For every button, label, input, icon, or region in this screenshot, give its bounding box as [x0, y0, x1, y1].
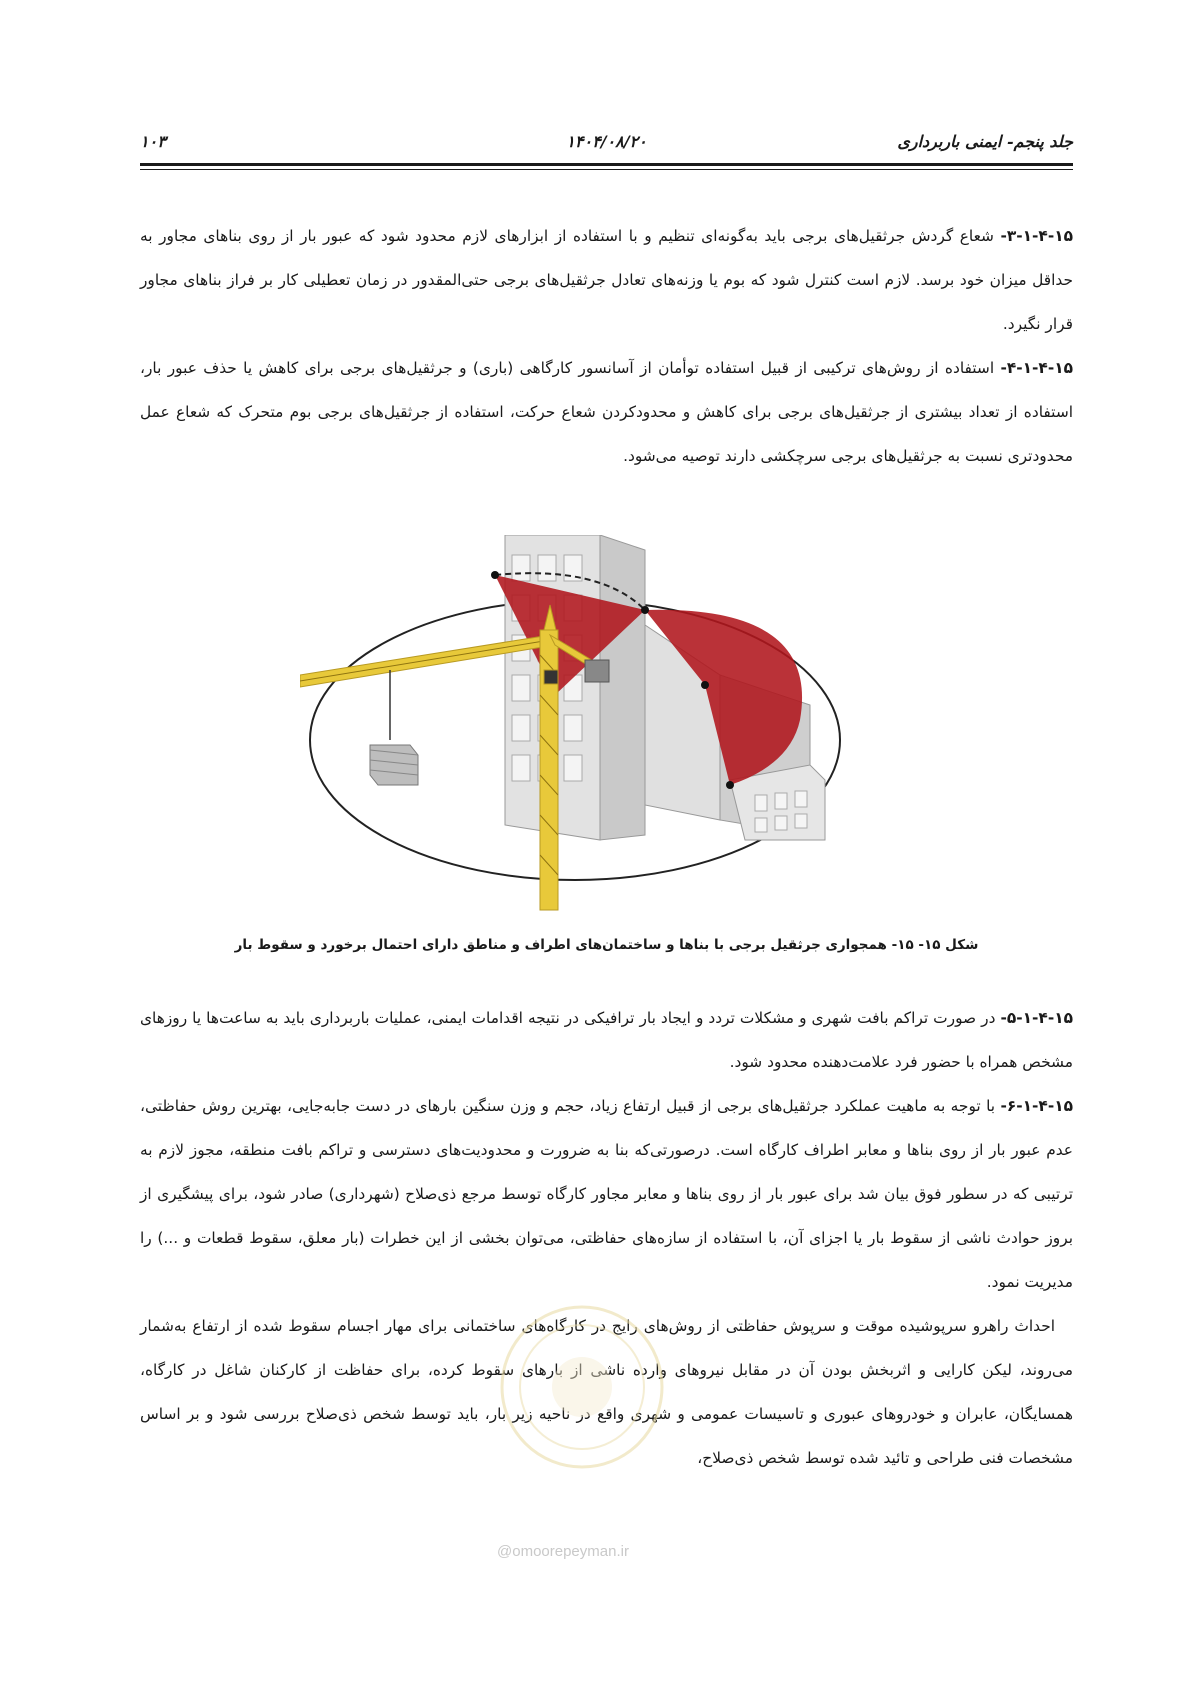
page-number: ۱۰۳: [140, 132, 166, 151]
paragraph-5: [140, 996, 1073, 1084]
paragraph-number: ۴-۱-۴-۱۵-: [1000, 359, 1073, 377]
paragraph-number: ۶-۱-۴-۱۵-: [1000, 1097, 1073, 1115]
paragraph-4: [140, 346, 1073, 478]
paragraph-text: احداث راهرو سرپوشیده موقت و سرپوش حفاظتی از روش‌های رایج در کارگاه‌های ساختمانی برای مهار اجسام سقوط شده از ارتفاع به‌شمار می‌روند، لیکن کارایی و اثربخش بودن آن در مقابل نیروهای وارده ناشی از بارهای سقوط کرده، برای حفاظت از کارکنان شاغل در کارگاه، همسایگان، عابران و خودروهای عبوری و تاسیسات عمومی و شهری واقع در ناحیه زیر بار، باید توسط شخص ذی‌صلاح بررسی شود و بر اساس مشخصات فنی طراحی و تائید شده توسط شخص ذی‌صلاح،: [140, 1317, 1073, 1467]
paragraph-text: استفاده از روش‌های ترکیبی از قبیل استفاده توأمان از آسانسور کارگاهی (باری) و جرثقیل‌های برجی برای کاهش یا حذف عبور بار، استفاده از تعداد بیشتری از جرثقیل‌های برجی برای کاهش و محدودکردن شعاع حرکت، استفاده از جرثقیل‌های برجی بوم متحرک که شعاع عمل محدودتری نسبت به جرثقیل‌های برجی سرچکشی دارند توصیه می‌شود.: [140, 359, 1073, 465]
crane-figure: [300, 535, 880, 915]
paragraph-text: در صورت تراکم بافت شهری و مشکلات تردد و ایجاد بار ترافیکی در نتیجه اقدامات ایمنی، عملیات باربرداری باید به ساعت‌ها یا روزهای مشخص همراه با حضور فرد علامت‌دهنده محدود شود.: [140, 1009, 1073, 1071]
paragraph-text: با توجه به ماهیت عملکرد جرثقیل‌های برجی از قبیل ارتفاع زیاد، حجم و وزن سنگین بارهای در دست جابه‌جایی، بهترین روش حفاظتی، عدم عبور بار از روی بناها و معابر اطراف کارگاه است. درصورتی‌که بنا به ضرورت و محدودیت‌های دسترسی و تراکم بافت منطقه، مجوز لازم به ترتیبی که در سطور فوق بیان شد برای عبور بار از روی بناها و معابر مجاور کارگاه توسط مرجع ذی‌صلاح (شهرداری) صادر شود، برای پیشگیری از بروز حوادث ناشی از سقوط بار یا اجزای آن، با استفاده از سازه‌های حفاظتی، می‌توان بخشی از این خطرات (بار معلق، سقوط قطعات و ...) را مدیریت نمود.: [140, 1097, 1073, 1291]
seal-watermark: [495, 1300, 670, 1475]
paragraph-text: شعاع گردش جرثقیل‌های برجی باید به‌گونه‌ای تنظیم و با استفاده از ابزارهای لازم محدود شود که عبور بار از روی بناهای مجاور به حداقل میزان خود برسد. لازم است کنترل شود که بوم یا وزنه‌های تعادل جرثقیل‌های برجی حتی‌المقدور در زمان تعطیلی کار بر فراز بناهای مجاور قرار نگیرد.: [140, 227, 1073, 333]
page-header: [140, 128, 1073, 158]
tall-building: [505, 535, 645, 840]
paragraph-number: ۵-۱-۴-۱۵-: [1000, 1009, 1073, 1027]
site-watermark: @omoorepeyman.ir: [497, 1543, 629, 1560]
header-rule-thick: [140, 163, 1073, 166]
paragraph-3: [140, 214, 1073, 346]
figure-caption: شکل ۱۵- ۱۵- همجواری جرثقیل برجی با بناها و ساختمان‌های اطراف و مناطق دارای احتمال برخورد و سقوط بار: [234, 937, 979, 953]
paragraph-number: ۳-۱-۴-۱۵-: [1000, 227, 1073, 245]
suspended-load: [370, 745, 418, 785]
header-date: ۱۴۰۴/۰۸/۲۰: [566, 132, 647, 151]
header-rule-thin: [140, 169, 1073, 170]
volume-title: جلد پنجم- ایمنی باربرداری: [897, 132, 1073, 151]
paragraph-6: [140, 1084, 1073, 1304]
